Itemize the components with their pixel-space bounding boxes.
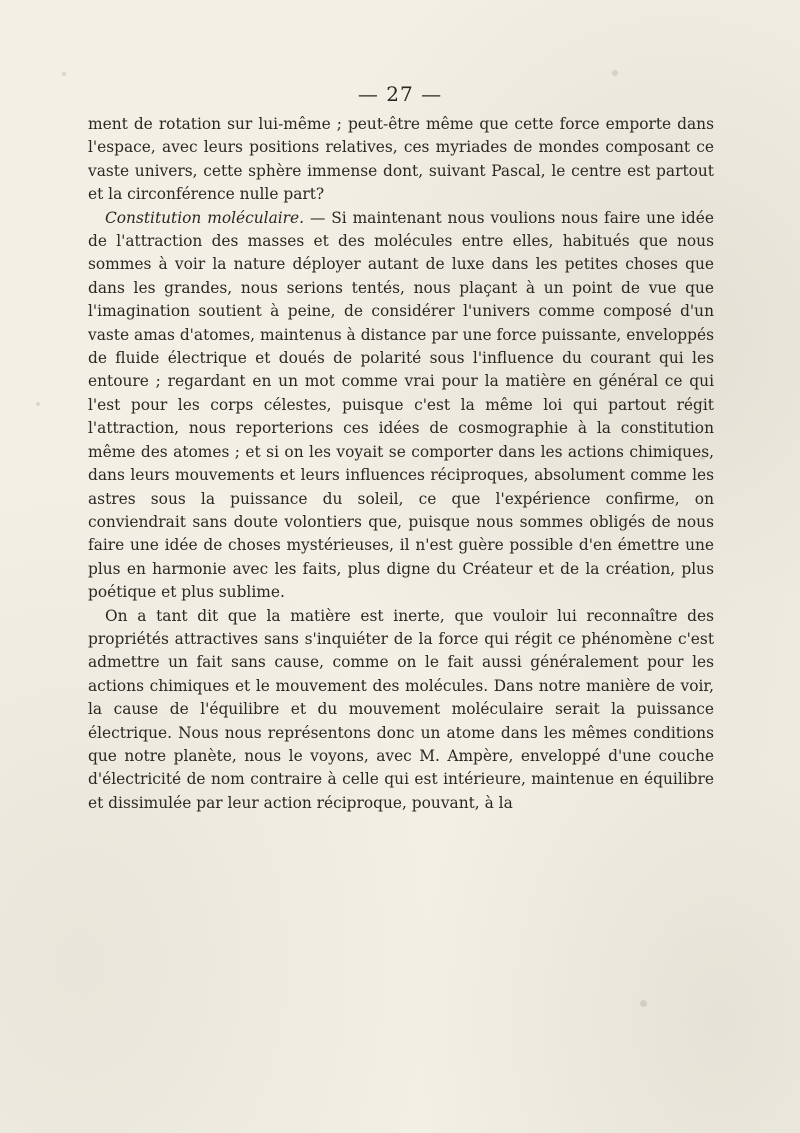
paragraph-3: [88, 605, 714, 816]
paragraph-1: [88, 113, 714, 207]
paper-speck: [640, 1000, 647, 1007]
section-heading-constitution-moleculaire: Constitution moléculaire.: [105, 208, 305, 227]
paragraph-1-text: ment de rotation sur lui-même ; peut-être même que cette force emporte dans l'espace, avec leurs positions relatives, ces myriades de mondes composant ce vaste univers, cette sphère immense dont, suivant Pascal, le centre est partout et la circonférence nulle part?: [88, 115, 714, 204]
paragraph-3-text: On a tant dit que la matière est inerte, que vouloir lui reconnaître des propriétés attractives sans s'inquiéter de la force qui régit ce phénomène c'est admettre un fait sans cause, comme on le fait aussi généralement pour les actions chimiques et le mouvement des molécules. Dans notre manière de voir, la cause de l'équilibre et du mouvement moléculaire serait la puissance électrique. Nous nous représentons donc un atome dans les mêmes conditions que notre planète, nous le voyons, avec M. Ampère, enveloppé d'une couche d'électricité de nom contraire à celle qui est intérieure, maintenue en équilibre et dissimulée par leur action réciproque, pouvant, à la: [88, 606, 714, 812]
paper-speck: [612, 70, 618, 76]
paragraph-2: [88, 207, 714, 605]
paper-speck: [62, 72, 66, 76]
body-text: [88, 113, 714, 815]
paragraph-2-text: — Si maintenant nous voulions nous faire une idée de l'attraction des masses et des molécules entre elles, habitués que nous sommes à voir la nature déployer autant de luxe dans les petites choses que dans les grandes, nous serions tentés, nous plaçant à un point de vue que l'imagination soutient à peine, de considérer l'univers comme composé d'un vaste amas d'atomes, maintenus à distance par une force puissante, enveloppés de fluide électrique et doués de polarité sous l'influence du courant qui les entoure ; regardant en un mot comme vrai pour la matière en général ce qui l'est pour les corps célestes, puisque c'est la même loi qui partout régit l'attraction, nous reporterions ces idées de cosmographie à la constitution même des atomes ; et si on les voyait se comporter dans les actions chimiques, dans leurs mouvements et leurs influences réciproques, absolument comme les astres sous la puissance du soleil, ce que l'expérience confirme, on conviendrait sans doute volontiers que, puisque nous sommes obligés de nous faire une idée de choses mystérieuses, il n'est guère possible d'en émettre une plus en harmonie avec les faits, plus digne du Créateur et de la création, plus poétique et plus sublime.: [88, 208, 714, 602]
page-number: — 27 —: [357, 82, 443, 106]
paper-speck: [36, 402, 40, 406]
